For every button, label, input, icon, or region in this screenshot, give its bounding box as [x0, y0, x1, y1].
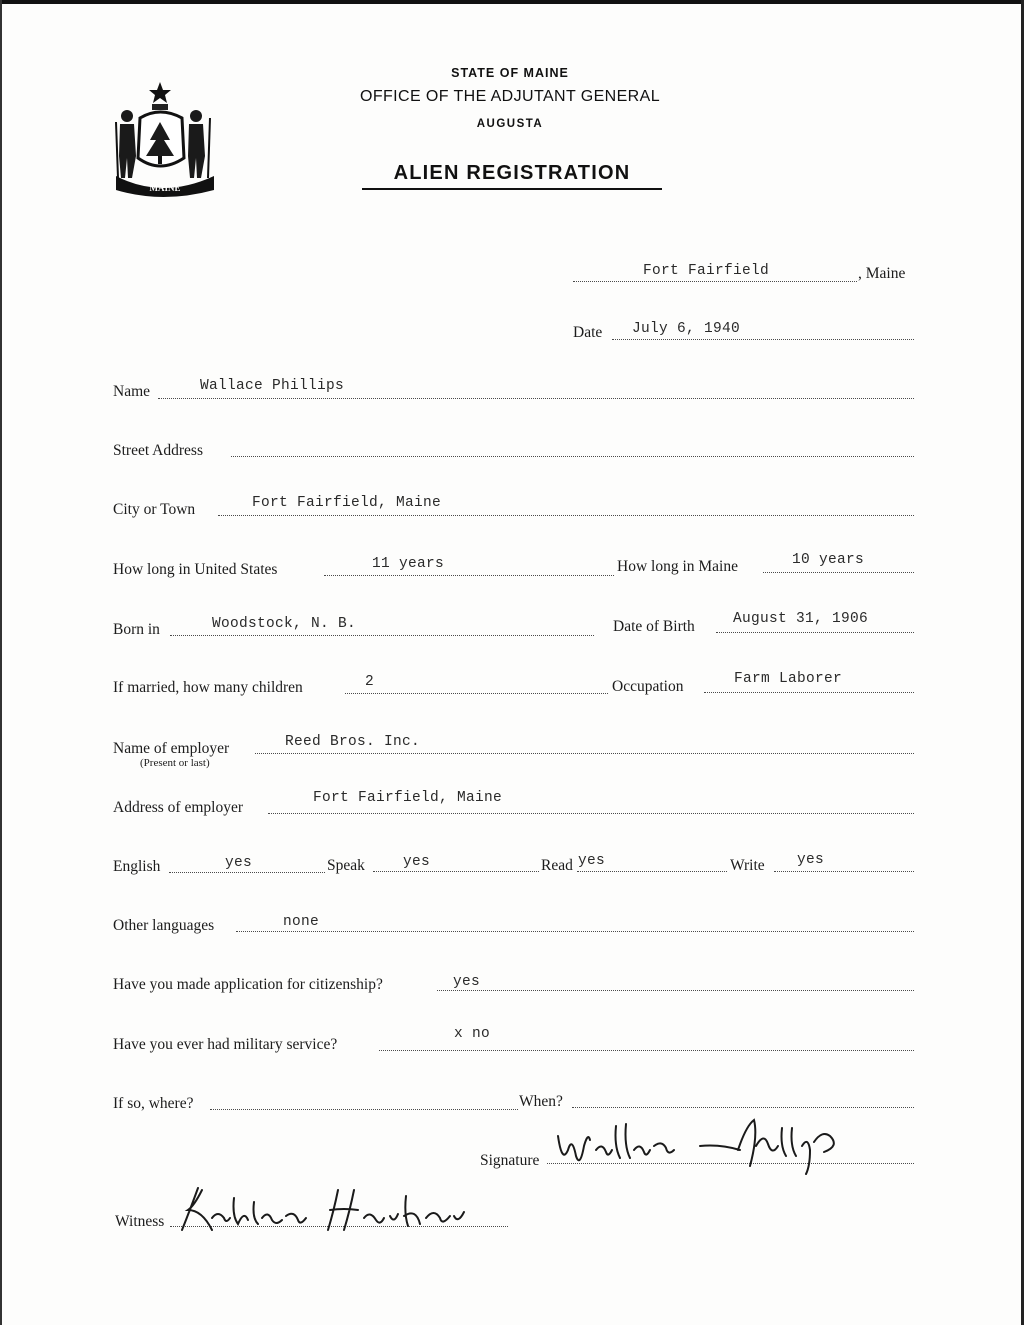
- occupation-label: Occupation: [612, 678, 684, 695]
- employer-name-label: Name of employer: [113, 740, 230, 757]
- citizenship-line: [437, 990, 914, 991]
- employer-address-line: [268, 813, 914, 814]
- maine-duration-label: How long in Maine: [617, 558, 738, 575]
- speak-line: [373, 871, 539, 872]
- date-value: July 6, 1940: [632, 321, 741, 337]
- military-value: x no: [454, 1026, 491, 1042]
- date-label: Date: [573, 324, 603, 341]
- read-label: Read: [541, 857, 573, 874]
- maine-duration-value: 10 years: [792, 552, 865, 568]
- city-value: Fort Fairfield, Maine: [252, 495, 442, 511]
- location-line: [573, 281, 857, 282]
- us-duration-label: How long in United States: [113, 561, 278, 578]
- name-line: [158, 398, 914, 399]
- employer-name-value: Reed Bros. Inc.: [285, 734, 421, 750]
- dob-value: August 31, 1906: [733, 611, 869, 627]
- scan-border-left: [0, 0, 2, 1325]
- write-value: yes: [797, 852, 825, 868]
- born-in-line: [170, 635, 594, 636]
- dob-line: [716, 632, 914, 633]
- applicant-signature: [550, 1106, 880, 1176]
- citizenship-label: Have you made application for citizenship?: [113, 976, 383, 993]
- form-title: ALIEN REGISTRATION: [362, 162, 662, 190]
- children-line: [345, 693, 608, 694]
- state-seal-icon: [110, 78, 222, 200]
- witness-signature: [168, 1180, 478, 1240]
- military-label: Have you ever had military service?: [113, 1036, 338, 1053]
- english-line: [169, 872, 325, 873]
- children-value: 2: [365, 674, 375, 690]
- name-label: Name: [113, 383, 151, 400]
- street-address-label: Street Address: [113, 442, 203, 459]
- born-in-label: Born in: [113, 621, 160, 638]
- header-city: AUGUSTA: [476, 118, 544, 130]
- header-office: OFFICE OF THE ADJUTANT GENERAL: [359, 88, 661, 105]
- occupation-line: [704, 692, 914, 693]
- occupation-value: Farm Laborer: [734, 671, 843, 687]
- city-line: [218, 515, 914, 516]
- name-value: Wallace Phillips: [200, 378, 345, 394]
- english-label: English: [113, 858, 161, 875]
- read-line: [577, 871, 727, 872]
- date-line: [612, 339, 914, 340]
- english-value: yes: [225, 855, 253, 871]
- city-label: City or Town: [113, 501, 196, 518]
- other-languages-line: [236, 931, 914, 932]
- where-line: [210, 1109, 518, 1110]
- employer-address-value: Fort Fairfield, Maine: [313, 790, 503, 806]
- witness-label: Witness: [115, 1213, 165, 1230]
- maine-duration-line: [763, 572, 914, 573]
- location-town-value: Fort Fairfield: [643, 263, 770, 279]
- read-value: yes: [578, 853, 606, 869]
- location-suffix: , Maine: [858, 265, 906, 282]
- born-in-value: Woodstock, N. B.: [212, 616, 357, 632]
- write-label: Write: [730, 857, 765, 874]
- street-address-line: [231, 456, 914, 457]
- svg-text:MAINE: MAINE: [149, 183, 181, 193]
- other-languages-value: none: [283, 914, 320, 930]
- speak-value: yes: [403, 854, 431, 870]
- employer-name-line: [255, 753, 914, 754]
- us-duration-line: [324, 575, 614, 576]
- write-line: [774, 871, 914, 872]
- header-state: STATE OF MAINE: [451, 66, 569, 80]
- speak-label: Speak: [327, 857, 365, 874]
- other-languages-label: Other languages: [113, 917, 215, 934]
- us-duration-value: 11 years: [372, 556, 445, 572]
- when-label: When?: [519, 1093, 563, 1110]
- employer-address-label: Address of employer: [113, 799, 243, 816]
- employer-name-note: (Present or last): [140, 757, 210, 769]
- scan-border-top: [0, 0, 1024, 4]
- citizenship-value: yes: [453, 974, 481, 990]
- dob-label: Date of Birth: [613, 618, 695, 635]
- military-line: [379, 1050, 914, 1051]
- children-label: If married, how many children: [113, 679, 303, 696]
- signature-label: Signature: [480, 1152, 540, 1169]
- where-label: If so, where?: [113, 1095, 194, 1112]
